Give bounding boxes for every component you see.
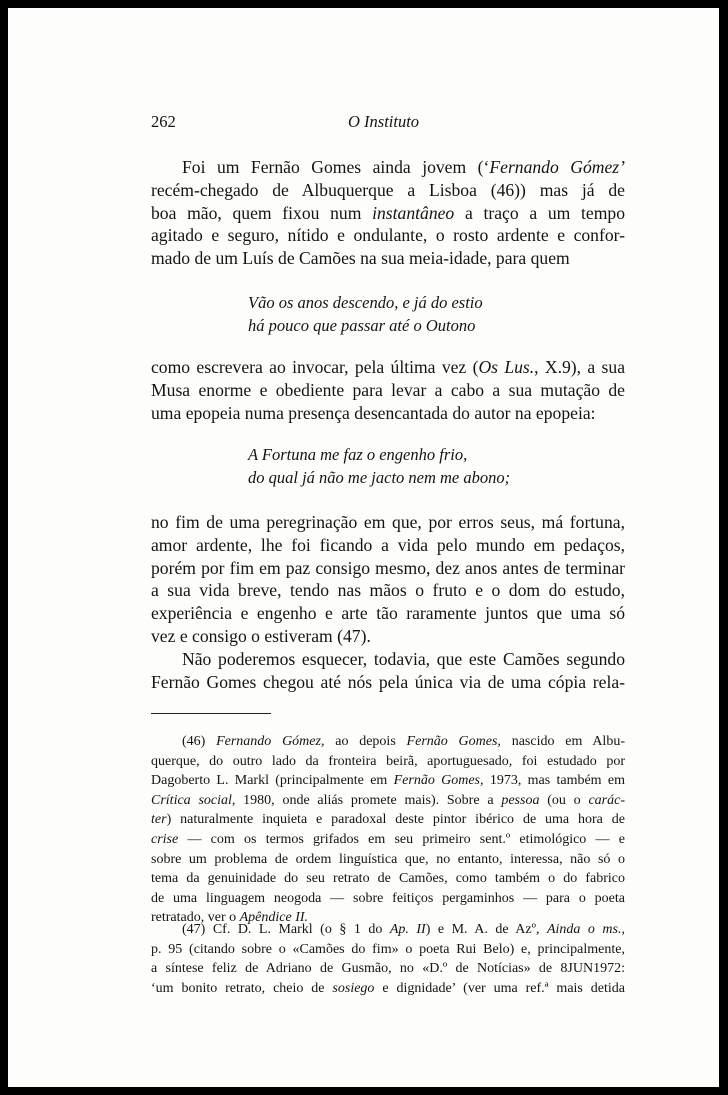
verse-quote-1 bbox=[248, 291, 483, 337]
text-line: agitado e seguro, nítido e ondulante, o rosto ardente e confor- bbox=[151, 225, 625, 246]
text-line: Musa enorme e obediente para levar a cabo a sua mutação de bbox=[151, 379, 625, 400]
paragraph-1 bbox=[151, 156, 625, 270]
footnote-line: a síntese feliz de Adriano de Gusmão, no «D.º de Notícias» de 8JUN1972: bbox=[151, 961, 625, 977]
text-line: Não poderemos esquecer, todavia, que este Camões segundo bbox=[182, 649, 625, 669]
footnote-line: p. 95 (citando sobre o «Camões do fim» o poeta Rui Belo) e, principalmente, bbox=[151, 941, 625, 957]
footnote-line: Crítica social, 1980, onde aliás promete mais). Sobre a pessoa (ou o carác- bbox=[151, 792, 625, 808]
footnote-47 bbox=[151, 920, 625, 998]
text-line: porém por fim em paz consigo mesmo, dez anos antes de terminar bbox=[151, 557, 625, 578]
text-line: amor ardente, lhe foi ficando a vida pelo mundo em pedaços, bbox=[151, 534, 625, 555]
footnote-line: de uma linguagem neogoda — sobre feitiços pergaminhos — para o poeta bbox=[151, 890, 625, 906]
text-line: a sua vida breve, tendo nas mãos o fruto e o dom do estudo, bbox=[151, 580, 625, 601]
text-line: uma epopeia numa presença desencantada do autor na epopeia: bbox=[151, 402, 596, 423]
text-line: Fernão Gomes chegou até nós pela única via de uma cópia rela- bbox=[151, 671, 625, 692]
text-line: boa mão, quem fixou num instantâneo a traço a um tempo bbox=[151, 202, 625, 223]
text-line: vez e consigo o estiveram (47). bbox=[151, 625, 371, 646]
book-page bbox=[8, 8, 719, 1087]
text-line: experiência e engenho e arte tão raramente juntos que uma só bbox=[151, 603, 625, 624]
footnote-line: querque, do outro lado da fronteira beirã, aportuguesado, foi estudado por bbox=[151, 753, 625, 769]
text-line: recém-chegado de Albuquerque a Lisboa (46)) mas já de bbox=[151, 179, 625, 200]
paragraph-4 bbox=[151, 648, 625, 694]
footnote-line: crise — com os termos grifados em seu primeiro sent.º etimológico — e bbox=[151, 831, 625, 847]
footnote-line: (46) Fernando Gómez, ao depois Fernão Gomes, nascido em Albu- bbox=[182, 734, 625, 749]
footnote-line: Dagoberto L. Markl (principalmente em Fernão Gomes, 1973, mas também em bbox=[151, 773, 625, 789]
text-line: no fim de uma peregrinação em que, por erros seus, má fortuna, bbox=[151, 512, 625, 532]
verse-line: do qual já não me jacto nem me abono; bbox=[248, 468, 511, 487]
verse-line: A Fortuna me faz o engenho frio, bbox=[248, 445, 468, 464]
text-line: Foi um Fernão Gomes ainda jovem (‘Fernando Gómez’ bbox=[182, 157, 625, 177]
verse-line: há pouco que passar até o Outono bbox=[248, 316, 476, 335]
verse-quote-2 bbox=[248, 443, 510, 489]
footnote-rule bbox=[151, 713, 271, 714]
footnote-line: retratado, ver o Apêndice II. bbox=[151, 910, 309, 926]
footnote-line: ‘um bonito retrato, cheio de sosiego e dignidade’ (ver uma ref.ª mais detida bbox=[151, 980, 625, 996]
footnote-line: sobre um problema de ordem linguística que, no entanto, interessa, não só o bbox=[151, 851, 625, 867]
paragraph-2 bbox=[151, 356, 625, 424]
running-title: O Instituto bbox=[348, 112, 420, 131]
paragraph-3 bbox=[151, 511, 625, 648]
text-line: mado de um Luís de Camões na sua meia-idade, para quem bbox=[151, 248, 570, 269]
text-line: como escrevera ao invocar, pela última vez (Os Lus., X.9), a sua bbox=[151, 357, 626, 377]
verse-line: Vão os anos descendo, e já do estio bbox=[248, 293, 483, 312]
footnote-line: (47) Cf. D. L. Markl (o § 1 do Ap. II) e M. A. de Azº, Ainda o ms., bbox=[182, 922, 625, 937]
footnote-46 bbox=[151, 732, 625, 928]
footnote-line: ter) naturalmente inquieta e paradoxal deste pintor ibérico de uma hora de bbox=[151, 812, 625, 828]
footnote-line: tema da genuinidade do seu retrato de Camões, como também o do fabrico bbox=[151, 871, 625, 887]
page-number: 262 bbox=[151, 112, 176, 131]
